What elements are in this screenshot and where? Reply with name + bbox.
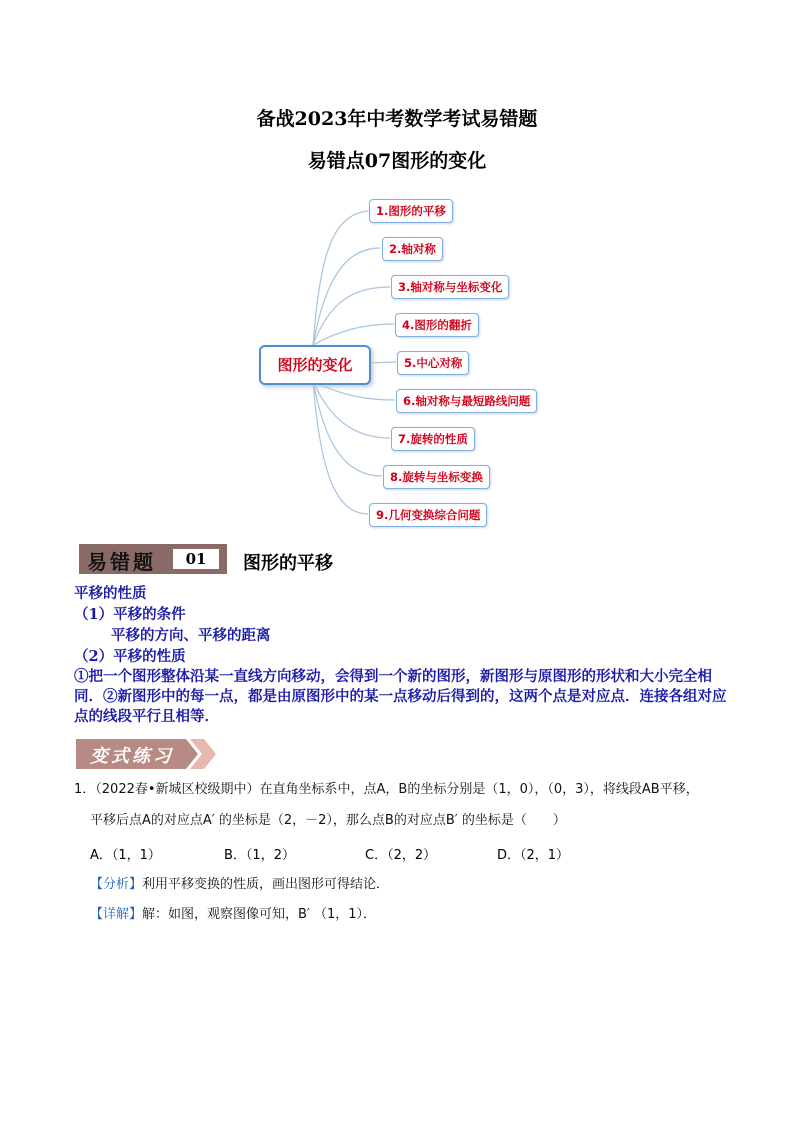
content-item-1-detail: 平移的方向、平移的距离 — [111, 627, 271, 644]
question-line-2: 平移后点A的对应点A′ 的坐标是（2，－2），那么点B的对应点B′ 的坐标是（ ） — [90, 813, 566, 828]
analysis-text: 利用平移变换的性质，画出图形可得结论． — [142, 877, 390, 892]
mindmap-node-7: 7.旋转的性质 — [391, 427, 475, 451]
detail-tag: 【详解】 — [90, 907, 143, 922]
mindmap-center-node: 图形的变化 — [259, 345, 371, 385]
mindmap-node-4: 4.图形的翻折 — [395, 313, 479, 337]
mindmap-node-6: 6.轴对称与最短路线问题 — [396, 389, 537, 413]
mindmap-node-9: 9.几何变换综合问题 — [369, 503, 487, 527]
content-item-2: （2）平移的性质 — [74, 648, 186, 665]
option-b: B．（1，2） — [224, 848, 295, 863]
document-title: 备战2023年中考数学考试易错题 — [256, 108, 538, 130]
mindmap-node-5: 5.中心对称 — [397, 351, 469, 375]
section-number-box — [173, 549, 219, 569]
content-body: ①把一个图形整体沿某一直线方向移动，会得到一个新的图形，新图形与原图形的形状和大小完全相同．②新图形中的每一点，都是由原图形中的某一点移动后得到的，这两个点是对应点．连接各组对应点的线段平行且相等． — [74, 668, 727, 725]
mindmap-node-1: 1.图形的平移 — [369, 199, 453, 223]
document-subtitle: 易错点07图形的变化 — [307, 150, 487, 172]
option-d: D．（2，1） — [497, 848, 570, 863]
practice-label: 变式练习 — [90, 746, 174, 767]
connector-9 — [313, 381, 368, 514]
content-item-1: （1）平移的条件 — [74, 606, 186, 623]
mindmap-node-2: 2.轴对称 — [382, 237, 443, 261]
question-line-1: 1．（2022春•新城区校级期中）在直角坐标系中，点A，B的坐标分别是（1，0），（0，3），将线段AB平移， — [74, 782, 699, 797]
section-header-badge — [79, 544, 227, 574]
content-heading: 平移的性质 — [74, 585, 147, 602]
connector-4 — [313, 324, 394, 345]
connector-1 — [313, 211, 368, 345]
option-a: A．（1，1） — [90, 848, 161, 863]
mindmap-connectors — [0, 0, 794, 540]
analysis-tag: 【分析】 — [90, 877, 143, 892]
detail-line — [90, 906, 376, 924]
analysis-line — [90, 876, 389, 894]
detail-text: 解：如图，观察图像可知，B′ （1，1）． — [142, 907, 377, 922]
section-title: 图形的平移 — [243, 553, 333, 574]
connector-3 — [313, 287, 390, 345]
option-c: C．（2，2） — [365, 848, 437, 863]
connector-7 — [313, 381, 390, 438]
connector-8 — [313, 381, 382, 476]
connector-5 — [367, 362, 396, 363]
mindmap-node-8: 8.旋转与坐标变换 — [383, 465, 490, 489]
practice-banner — [76, 739, 222, 769]
section-label: 易错题 — [87, 550, 156, 574]
section-number: 01 — [185, 550, 207, 568]
mindmap-node-3: 3.轴对称与坐标变化 — [391, 275, 509, 299]
